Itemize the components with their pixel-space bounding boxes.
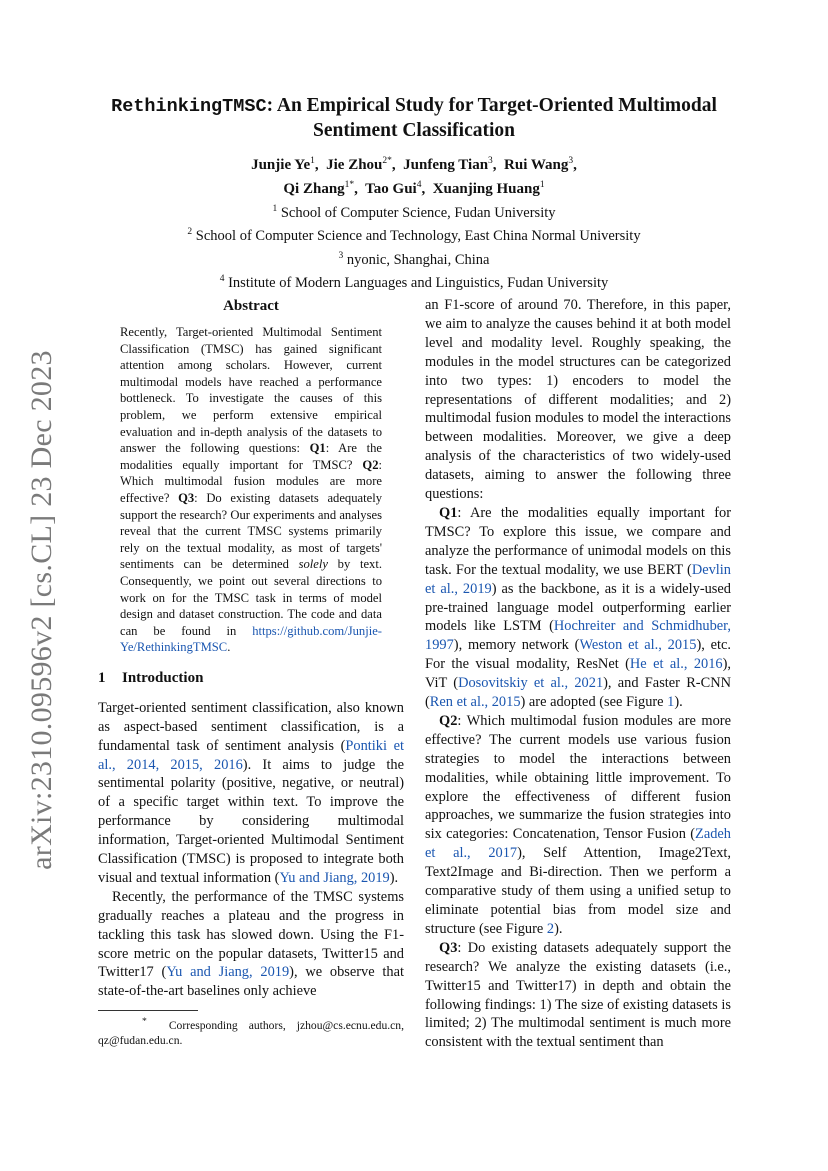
affiliation: $^4$ Institute of Modern Languages and Linguistics, Fudan University: [219, 273, 609, 291]
q3-paragraph: Q3: Do existing datasets adequately support the research? We analyze the existing datasets (i.e., Twitter15 and Twitter17) in depth and obtain the following findings: 1) The size of existing datasets is limited; 2) The multimodal sentiment is much more consistent with the textual sentiment than: [425, 939, 731, 1051]
footnote-mark: *: [141, 1016, 147, 1028]
author-name: Xuanjing Huang: [432, 181, 540, 197]
citation-link[interactable]: Yu and Jiang, 2019: [279, 869, 390, 886]
affiliation: $^3$ nyonic, Shanghai, China: [338, 250, 490, 268]
abstract-heading: Abstract: [223, 298, 279, 314]
citation-link[interactable]: Yu and Jiang, 2019: [166, 964, 290, 981]
intro-paragraph-3: an F1-score of around 70. Therefore, in this paper, we aim to analyze the causes behind it at both model level and modality level. Roughly speaking, the modules in the model structures can be categorized into two types: 1) encoders to model the representations of different modalities; and 2) multimodal fusion modules to model the interactions between modalities. Moreover, we give a deep analysis of the characteristics of two widely-used datasets, aiming to answer the following three questions:: [425, 297, 731, 503]
title-name: RethinkingTMSC: [111, 96, 267, 117]
author-name: Tao Gui: [365, 181, 417, 197]
footnote-divider: [98, 1010, 198, 1011]
author-list: Junjie Ye$^1$, Jie Zhou$^{2*}$, Junfeng Tian$^3$, Rui Wang$^3$, Qi Zhang$^{1*}$, Tao Gui$^4$, Xuanjing Huang$^1$: [251, 156, 577, 197]
citation-link[interactable]: Hochreiter and Schmidhuber, 1997: [425, 618, 731, 654]
footnote-corresponding-authors: * Corresponding authors, jzhou@cs.ecnu.edu.cn, qz@fudan.edu.cn.: [98, 1016, 404, 1048]
author-affil-mark: 3: [568, 156, 574, 166]
citation-link[interactable]: Pontiki et al., 2014, 2015, 2016: [98, 737, 404, 773]
left-column: [98, 296, 404, 1048]
author-name: Jie Zhou: [326, 157, 383, 173]
paper-header: [80, 94, 748, 293]
author-affil-mark: 3: [488, 156, 493, 166]
arxiv-id-text: arXiv:2310.09596v2 [cs.CL] 23 Dec 2023: [25, 350, 58, 870]
section-number: 1: [98, 669, 106, 686]
citation-link[interactable]: Ren et al., 2015: [429, 694, 521, 711]
citation-link[interactable]: Dosovitskiy et al., 2021: [458, 675, 604, 692]
author-affil-mark: 2*: [382, 156, 392, 166]
title-line2: Sentiment Classification: [312, 120, 516, 141]
affiliation: $^2$ School of Computer Science and Technology, East China Normal University: [187, 227, 641, 245]
author-name: Qi Zhang: [283, 181, 345, 197]
intro-paragraph-2: Recently, the performance of the TMSC systems gradually reaches a plateau and the progress in tackling this task has slowed down. Using the F1-score metric on the popular datasets, Twitter15 and Twitter17 (Yu and Jiang, 2019), we observe that state-of-the-art baselines only achieve: [98, 888, 404, 1000]
q1-paragraph: Q1: Are the modalities equally important for TMSC? To explore this issue, we compare and analyze the performance of unimodal models on this task. For the textual modality, we use BERT (Devlin et al., 2019) as the backbone, as it is a widely-used pre-trained language model outperforming earlier models like LSTM (Hochreiter and Schmidhuber, 1997), memory network (Weston et al., 2015), etc. For the visual modality, ResNet (He et al., 2016), ViT (Dosovitskiy et al., 2021), and Faster R-CNN (Ren et al., 2015) are adopted (see Figure 1).: [425, 504, 731, 711]
author-affil-mark: 1: [310, 156, 315, 166]
figure-reference-link[interactable]: 1: [667, 694, 675, 711]
affiliation-list: [80, 200, 748, 293]
citation-link[interactable]: Weston et al., 2015: [579, 637, 697, 654]
section-title-text: Introduction: [122, 669, 204, 686]
citation-link[interactable]: Zadeh et al., 2017: [425, 826, 731, 862]
section-heading-introduction: [98, 669, 404, 688]
code-repo-link[interactable]: https://github.com/Junjie-Ye/RethinkingTMSC: [120, 623, 382, 655]
right-column: [425, 296, 731, 1052]
author-name: Rui Wang: [504, 157, 569, 173]
q2-paragraph: Q2: Which multimodal fusion modules are more effective? The current models use various fusion strategies to model the interactions between modalities, while obtaining little improvement. To explore the effectiveness of different fusion approaches, we summarize the fusion strategies into six categories: Concatenation, Tensor Fusion (Zadeh et al., 2017), Self Attention, Image2Text, Text2Image and Bi-direction. Then we perform a comparative study of them using a unified setup to eliminate potential bias from model size and structure (see Figure 2).: [425, 712, 731, 937]
intro-paragraph-1: Target-oriented sentiment classification, also known as aspect-based sentiment classification, is a fundamental task of sentiment analysis (Pontiki et al., 2014, 2015, 2016). It aims to judge the sentimental polarity (positive, negative, or neutral) of a specific target within text. To improve the performance by considering multimodal information, Target-oriented Multimodal Sentiment Classification (TMSC) is proposed to integrate both visual and textual information (Yu and Jiang, 2019).: [98, 699, 405, 886]
title-line1: : An Empirical Study for Target-Oriented Multimodal: [266, 95, 717, 116]
citation-link[interactable]: He et al., 2016: [629, 656, 723, 673]
citation-link[interactable]: Devlin et al., 2019: [425, 561, 731, 597]
author-name: Junjie Ye: [251, 157, 311, 173]
author-name: Junfeng Tian: [403, 157, 489, 173]
abstract-text: Recently, Target-oriented Multimodal Sentiment Classification (TMSC) has gained significant attention among scholars. However, current multimodal models have reached a performance bottleneck. To investigate the causes of this problem, we perform extensive empirical evaluation and in-depth analysis of the datasets to answer the following questions: Q1: Are the modalities equally important for TMSC? Q2: Which multimodal fusion modules are more effective? Q3: Do existing datasets adequately support the research? Our experiments and analyses reveal that the current TMSC systems primarily rely on the textual modality, as most of targets' sentiments can be determined solely by text. Consequently, we point out several directions to work on for the TMSC task in terms of model design and dataset construction. The code and data can be found in https://github.com/Junjie-Ye/RethinkingTMSC.: [120, 325, 382, 655]
author-affil-mark: 1: [539, 180, 545, 190]
paper-title: [80, 94, 748, 143]
author-affil-mark: 1*: [344, 180, 355, 190]
author-affil-mark: 4: [416, 180, 422, 190]
affiliation: $^1$ School of Computer Science, Fudan University: [272, 204, 556, 221]
arxiv-identifier-stamp: [22, 350, 62, 870]
figure-reference-link[interactable]: 2: [546, 920, 555, 937]
